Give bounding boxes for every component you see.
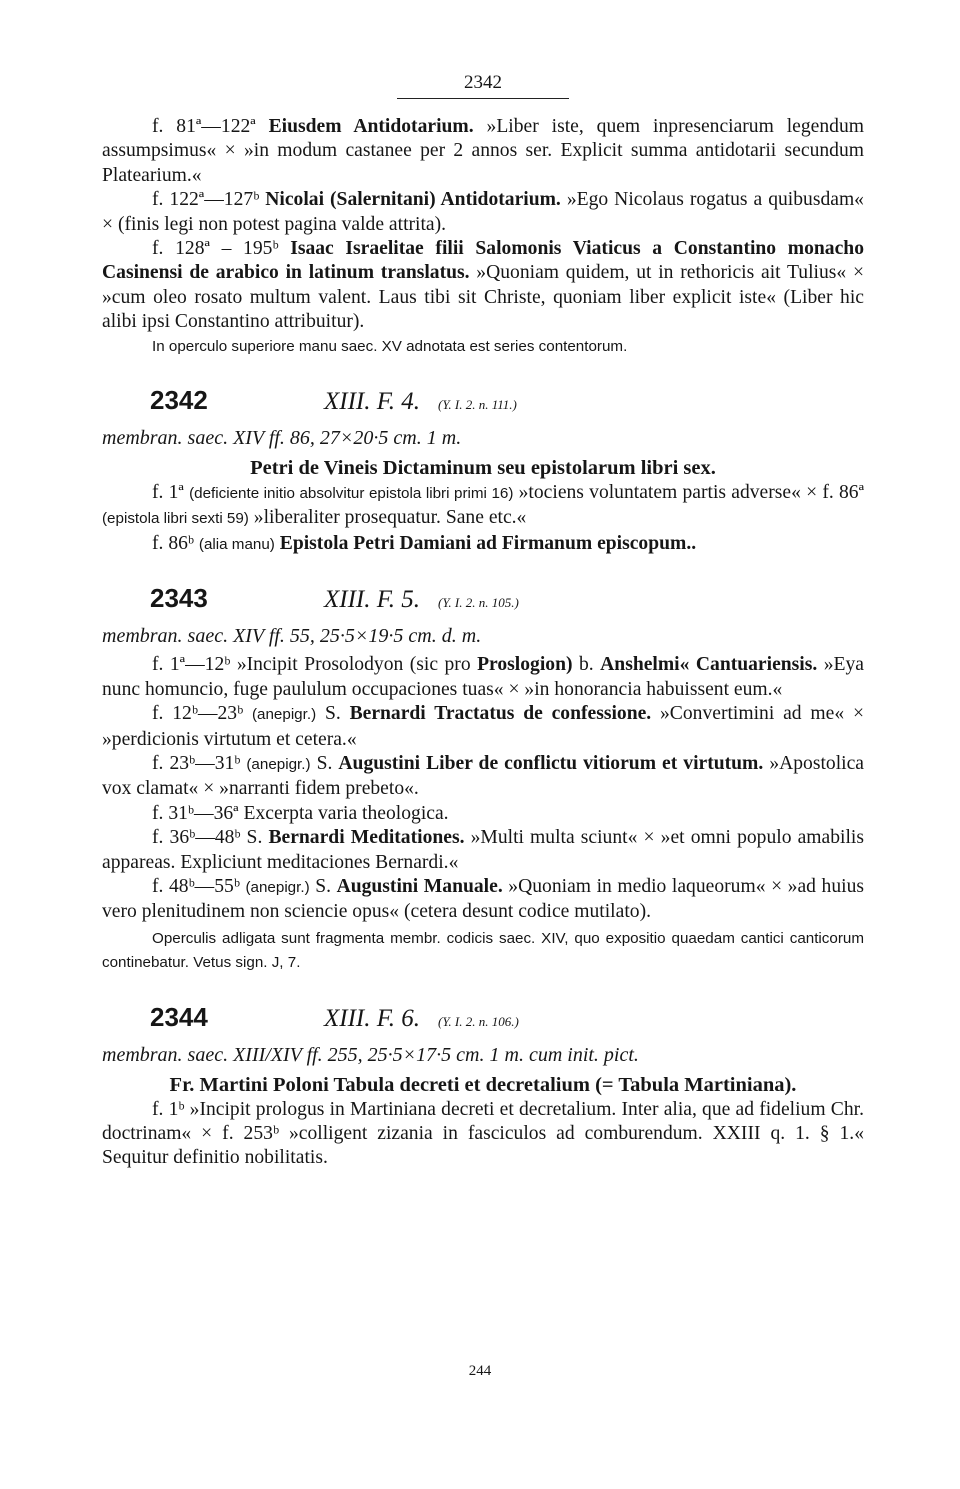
editor-note: (alia manu)	[198, 535, 275, 553]
codex-number: 2343	[150, 583, 208, 614]
folio-ref: f. 122ª—127ᵇ	[152, 189, 266, 211]
entry-title: Epistola Petri Damiani ad Firmanum episcopum..	[279, 532, 697, 554]
entry-bernard-meditationes	[102, 826, 864, 875]
entry-text: »Incipit Prosolodyon (sic pro	[236, 654, 478, 676]
shelf-signature: XIII. F. 5.	[324, 586, 421, 614]
entry-martiniana	[102, 1098, 864, 1171]
entry-vineis	[102, 481, 864, 532]
old-signature: (Y. I. 2. n. 106.)	[438, 1013, 519, 1029]
editor-note: (anepigr.)	[246, 755, 311, 773]
old-signature: (Y. I. 2. n. 105.)	[438, 595, 519, 611]
entry-title: Augustini Manuale.	[336, 875, 503, 897]
folio-ref: f. 1ª	[152, 482, 190, 504]
codex-heading-2343	[102, 583, 864, 623]
entry-anselm	[102, 653, 864, 702]
shelf-signature: XIII. F. 4.	[324, 388, 421, 416]
entry-text: »tociens voluntatem partis adverse« × f. 86ª	[513, 482, 865, 504]
entry-text: S.	[309, 875, 337, 897]
folio-ref: f. 31ᵇ—36ª	[152, 802, 244, 824]
folio-ref: f. 12ᵇ—23ᵇ	[152, 703, 252, 725]
entry-text: »Incipit prologus in Martiniana decreti et decretalium. Inter alia, que ad fidelium Chr. doctrinam« × f. 253ᵇ »colligent zizania in fasciculos ad comburendum. XXIII q. 1. § 1.« Sequitur definitio nobilitatis.	[102, 1098, 864, 1169]
folio-ref: f. 81ª—122ª	[152, 116, 269, 137]
entry-antidotarium	[102, 115, 864, 188]
entry-text: »liberaliter prosequatur. Sane etc.«	[248, 507, 527, 529]
physical-description: membran. saec. XIV ff. 86, 27×20·5 cm. 1 m.	[102, 427, 462, 450]
codex-title: Petri de Vineis Dictaminum seu epistolarum libri sex.	[250, 457, 716, 480]
note-operculum: In operculo superiore manu saec. XV adnotata est series contentorum.	[152, 337, 628, 355]
entry-text: S.	[310, 752, 339, 774]
entry-augustine-manuale	[102, 875, 864, 925]
page	[102, 70, 864, 1171]
entry-text: »Ego Nicolaus rogatus a quibusdam« × (finis legi non potest pagina valde attrita).	[102, 189, 864, 235]
entry-title: Anshelmi« Cantuariensis.	[600, 654, 818, 676]
folio-ref: f. 23ᵇ—31ᵇ	[152, 752, 247, 774]
page-number: 244	[468, 1363, 492, 1379]
old-signature: (Y. I. 2. n. 111.)	[438, 397, 517, 413]
physical-description: membran. saec. XIII/XIV ff. 255, 25·5×17·5 cm. 1 m. cum init. pict.	[102, 1043, 639, 1066]
entry-title: Eiusdem Antidotarium.	[268, 116, 474, 137]
editor-note: (anepigr.)	[245, 878, 310, 896]
entry-title: Proslogion)	[477, 654, 573, 676]
entry-title: Bernardi Meditationes.	[268, 827, 465, 849]
codex-heading-2344	[102, 1002, 864, 1042]
entry-text: Excerpta varia theologica.	[243, 802, 449, 824]
folio-ref: f. 1ª—12ᵇ	[152, 654, 237, 676]
entry-text: »Eya nunc homuncio, fuge paululum occupaciones tuas« × »in honorancia habuissent eum.«	[102, 654, 864, 700]
entry-text: »Liber iste, quem inpresenciarum legendum assumpsimus« × »in modum castanee per 2 annos ser. Explicit summa antidotarii secundum Platearium.«	[102, 116, 864, 186]
entry-augustine-conflictu	[102, 752, 864, 802]
entry-text: »Quoniam in medio laqueorum« × »ad huius vero plenitudinem non sciencie opus« (cetera desunt codice mutilato).	[102, 875, 864, 923]
shelf-signature: XIII. F. 6.	[324, 1004, 421, 1032]
running-head: 2342	[464, 72, 502, 93]
entry-bernard-confession	[102, 702, 864, 752]
folio-ref: f. 1ᵇ	[152, 1098, 190, 1120]
folio-ref: f. 128ª – 195ᵇ	[152, 238, 291, 260]
note-fragments: Operculis adligata sunt fragmenta membr. codicis saec. XIV, quo expositio quaedam cantici canticorum continebatur. Vetus sign. J, 7.	[102, 929, 864, 972]
folio-ref: f. 48ᵇ—55ᵇ	[152, 875, 246, 897]
editor-note: (anepigr.)	[251, 706, 317, 724]
entry-text: b.	[572, 654, 601, 676]
physical-description: membran. saec. XIV ff. 55, 25·5×19·5 cm. d. m.	[102, 625, 482, 648]
codex-heading-2342	[102, 385, 864, 425]
entry-text: »Quoniam quidem, ut in rethoricis ait Tulius« × »cum oleo rosato multum valent. Laus tibi sit Christe, quoniam liber explicit iste« (Liber hic alibi ipsi Constantino attribuitur).	[102, 262, 864, 333]
entry-title: Nicolai (Salernitani) Antidotarium.	[265, 189, 561, 211]
folio-ref: f. 36ᵇ—48ᵇ	[152, 827, 247, 849]
codex-title: Fr. Martini Poloni Tabula decreti et decretalium (= Tabula Martiniana).	[169, 1073, 797, 1096]
folio-ref: f. 86ᵇ	[152, 532, 199, 554]
entry-text: S.	[246, 827, 269, 849]
entry-nicolai	[102, 188, 864, 237]
entry-title: Bernardi Tractatus de confessione.	[349, 703, 652, 725]
entry-title: Isaac Israelitae filii Salomonis Viaticus a Constantino monacho Casinensi de arabico in latinum translatus.	[102, 238, 864, 284]
entry-text: »Apostolica vox clamat« × »narranti fidem prebeto«.	[102, 752, 865, 800]
editor-note: (deficiente initio absolvitur epistola libri primi 16)	[189, 485, 514, 503]
entry-damiani	[102, 532, 864, 557]
entry-title: Augustini Liber de conflictu vitiorum et virtutum.	[338, 752, 764, 774]
entry-text: S.	[316, 703, 350, 725]
entry-isaac	[102, 237, 864, 335]
codex-number: 2342	[150, 385, 208, 416]
editor-note: (epistola libri sexti 59)	[102, 510, 249, 528]
entry-text: »Multi multa sciunt« × »et omni populo amabilis appareas. Expliciunt meditaciones Bernardi.«	[102, 827, 864, 873]
entry-text: »Convertimini ad me« × »perdicionis virtutum et cetera.«	[102, 703, 865, 750]
codex-number: 2344	[150, 1001, 208, 1032]
entry-excerpta	[102, 802, 864, 826]
